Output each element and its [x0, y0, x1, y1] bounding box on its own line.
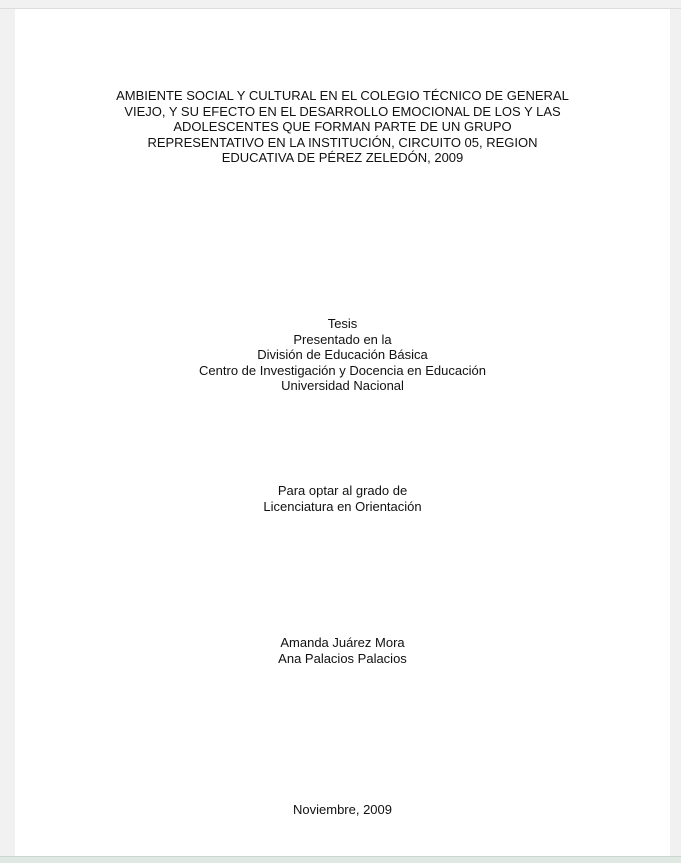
degree-block: [15, 483, 670, 514]
document-date: Noviembre, 2009: [293, 802, 392, 817]
title-line-4: REPRESENTATIVO EN LA INSTITUCIÓN, CIRCUITO 05, REGION: [147, 134, 538, 150]
presentation-line-1: Tesis: [327, 316, 358, 331]
title-line-5: EDUCATIVA DE PÉREZ ZELEDÓN, 2009: [221, 150, 464, 165]
thesis-title: [15, 88, 670, 166]
author-1: Amanda Juárez Mora: [280, 635, 405, 650]
title-line-1: AMBIENTE SOCIAL Y CULTURAL EN EL COLEGIO TÉCNICO DE GENERAL: [116, 88, 569, 103]
presentation-line-2: Presentado en la: [293, 331, 392, 347]
date-block: [15, 802, 670, 818]
presentation-block: [15, 316, 670, 394]
document-page: [15, 9, 670, 856]
presentation-line-4: Centro de Investigación y Docencia en Educación: [199, 362, 486, 378]
title-line-3: ADOLESCENTES QUE FORMAN PARTE DE UN GRUPO: [173, 119, 512, 134]
degree-line-2: Licenciatura en Orientación: [263, 498, 422, 514]
presentation-line-3: División de Educación Básica: [257, 347, 428, 362]
degree-line-1: Para optar al grado de: [277, 483, 408, 498]
title-line-2: VIEJO, Y SU EFECTO EN EL DESARROLLO EMOCIONAL DE LOS Y LAS: [124, 103, 561, 119]
authors-block: [15, 635, 670, 666]
presentation-line-5: Universidad Nacional: [281, 378, 404, 393]
author-2: Ana Palacios Palacios: [278, 650, 407, 666]
